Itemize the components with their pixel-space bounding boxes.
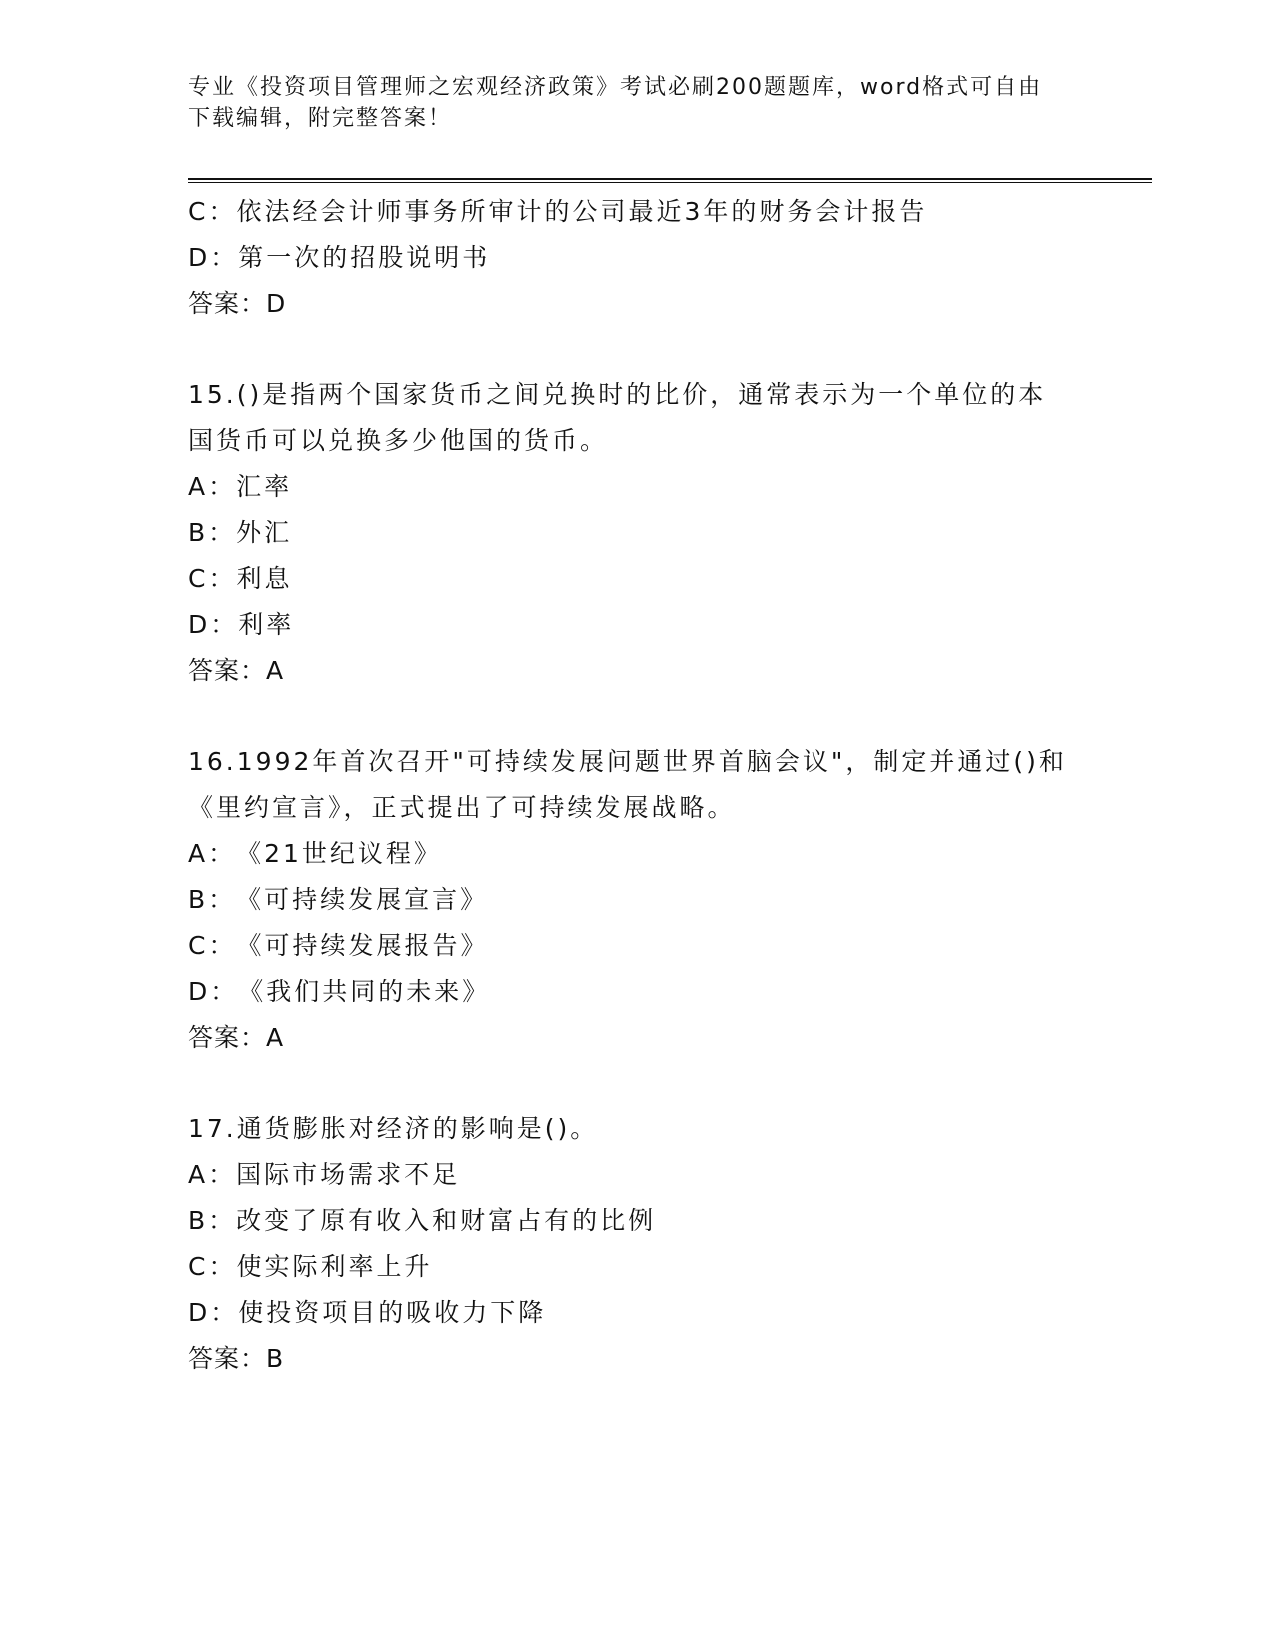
option-text: 《可持续发展宣言》 bbox=[236, 885, 489, 914]
option-letter: B： bbox=[188, 1206, 237, 1235]
option-d bbox=[188, 235, 1108, 281]
option-c bbox=[188, 923, 1108, 969]
answer-line: 答案：A bbox=[188, 656, 285, 685]
option-c bbox=[188, 1244, 1108, 1290]
option-letter: A： bbox=[188, 839, 237, 868]
question-text: 16.1992年首次召开"可持续发展问题世界首脑会议"，制定并通过()和 bbox=[188, 747, 1067, 776]
document-body bbox=[188, 189, 1108, 1382]
option-d bbox=[188, 969, 1108, 1015]
option-a bbox=[188, 831, 1108, 877]
option-letter: D： bbox=[188, 977, 239, 1006]
option-a bbox=[188, 1152, 1108, 1198]
option-letter: D： bbox=[188, 1298, 239, 1327]
option-c bbox=[188, 189, 1108, 235]
option-text: 改变了原有收入和财富占有的比例 bbox=[236, 1206, 657, 1235]
question-block-17 bbox=[188, 1106, 1108, 1382]
option-letter: D： bbox=[188, 243, 239, 272]
option-d bbox=[188, 602, 1108, 648]
option-b bbox=[188, 877, 1108, 923]
question-text: 15.()是指两个国家货币之间兑换时的比价，通常表示为一个单位的本 bbox=[188, 380, 1047, 409]
option-letter: B： bbox=[188, 885, 237, 914]
option-text: 《我们共同的未来》 bbox=[238, 977, 491, 1006]
header-rule-thick bbox=[188, 178, 1152, 180]
option-b bbox=[188, 510, 1108, 556]
option-text: 《可持续发展报告》 bbox=[236, 931, 489, 960]
answer-line: 答案：D bbox=[188, 289, 287, 318]
option-letter: C： bbox=[188, 197, 237, 226]
option-text: 利率 bbox=[238, 610, 295, 639]
question-block-15 bbox=[188, 372, 1108, 694]
option-text: 使投资项目的吸收力下降 bbox=[238, 1298, 547, 1327]
option-text: 国际市场需求不足 bbox=[236, 1160, 461, 1189]
question-text: 《里约宣言》，正式提出了可持续发展战略。 bbox=[188, 793, 736, 822]
option-text: 利息 bbox=[236, 564, 293, 593]
option-letter: C： bbox=[188, 931, 237, 960]
option-letter: B： bbox=[188, 518, 237, 547]
question-block-prev bbox=[188, 189, 1108, 327]
answer-line: 答案：A bbox=[188, 1023, 285, 1052]
option-a bbox=[188, 464, 1108, 510]
option-letter: C： bbox=[188, 564, 237, 593]
option-letter: A： bbox=[188, 472, 237, 501]
option-d bbox=[188, 1290, 1108, 1336]
option-text: 第一次的招股说明书 bbox=[238, 243, 491, 272]
question-text: 国货币可以兑换多少他国的货币。 bbox=[188, 426, 609, 455]
header-line-2: 下载编辑，附完整答案！ bbox=[188, 106, 453, 131]
option-letter: D： bbox=[188, 610, 239, 639]
option-c bbox=[188, 556, 1108, 602]
document-header bbox=[188, 72, 1088, 134]
question-text: 17.通货膨胀对经济的影响是()。 bbox=[188, 1114, 599, 1143]
header-line-1: 专业《投资项目管理师之宏观经济政策》考试必刷200题题库，word格式可自由 bbox=[188, 75, 1043, 100]
header-rule-thin bbox=[188, 182, 1152, 183]
option-text: 使实际利率上升 bbox=[236, 1252, 433, 1281]
option-b bbox=[188, 1198, 1108, 1244]
option-text: 依法经会计师事务所审计的公司最近3年的财务会计报告 bbox=[236, 197, 928, 226]
option-letter: A： bbox=[188, 1160, 237, 1189]
option-text: 汇率 bbox=[236, 472, 293, 501]
option-text: 《21世纪议程》 bbox=[236, 839, 442, 868]
answer-line: 答案：B bbox=[188, 1344, 285, 1373]
question-block-16 bbox=[188, 739, 1108, 1061]
option-letter: C： bbox=[188, 1252, 237, 1281]
option-text: 外汇 bbox=[236, 518, 293, 547]
